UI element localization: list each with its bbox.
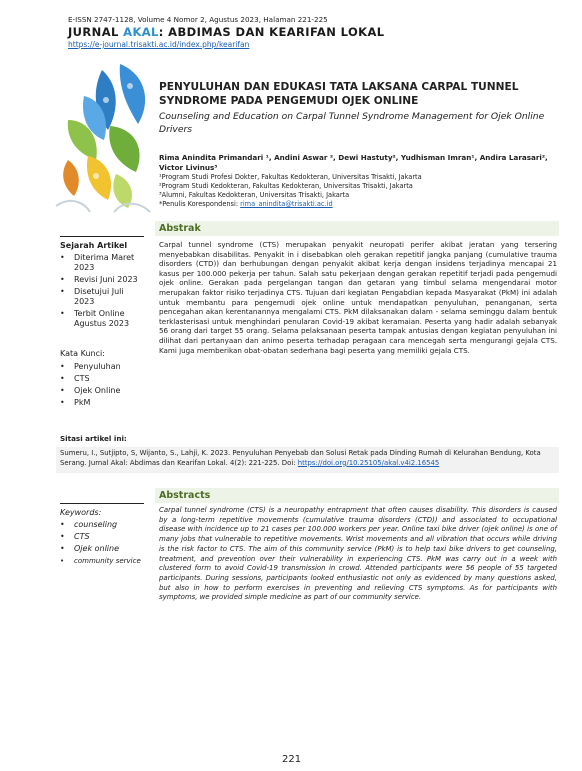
sidebar-divider bbox=[60, 236, 144, 237]
history-revised: • Revisi Juni 2023 bbox=[60, 275, 140, 285]
affiliation-2: ²Program Studi Kedokteran, Fakultas Kedokteran, Universitas Trisakti, Jakarta bbox=[159, 182, 413, 190]
citation-text: Sumeru, I., Sutjipto, S, Wijanto, S., Lahji, K. 2023. Penyuluhan Penyebab dan Solusi Retak pada Dinding Rumah di Kelurahan Bendung, Kota Serang. Jurnal Akal: Abdimas dan Kearifan Lokal. 4(2): 221-225. Doi: https://doi.org/10.25105/akal.v4i2.16545 bbox=[60, 449, 541, 467]
abstracts-text: Carpal tunnel syndrome (CTS) is a neuropathy entrapment that often causes disability. This disorders is caused by a long-term repetitive movements (cumulative trauma disorders (CTD)) and associated to occupational disease with incidence up to 21 cases per 100.000 workers per year. Online taxi bike driver (ojek online) is one of many jobs that vulnerable to repetitive movements. Wrist movements and all vibration that occurs while driving is the risk factor to CTS. The aim of this community service (PkM) is to help taxi bike drivers to get counseling, treatment, and prevention over their vulnerability in experiencing CTS. PkM was carry out in a week with clustered form to avoid Covid-19 transmission in crowd. Attended participants were 56 people of 55 targeted participants. During sessions, participants looked enthusiastic not only as evidenced by many questions asked, but also in how to perform exercises in preventing and relieving CTS symptoms. As for participants with symptoms, we provided simple medicine as part of our community service. bbox=[159, 506, 557, 602]
keyword-en-item: • community service bbox=[60, 556, 150, 566]
keyword-item: • CTS bbox=[60, 374, 140, 384]
journal-logo-icon bbox=[50, 56, 158, 216]
history-received: • Diterima Maret 2023 bbox=[60, 253, 140, 273]
history-published: • Terbit Online Agustus 2023 bbox=[60, 309, 140, 329]
journal-url-link[interactable]: https://e-journal.trisakti.ac.id/index.php/kearifan bbox=[68, 40, 250, 49]
keywords-en-heading: Keywords: bbox=[60, 508, 102, 517]
article-history bbox=[60, 241, 140, 331]
journal-title: JURNAL AKAL: ABDIMAS DAN KEARIFAN LOKAL bbox=[68, 25, 385, 39]
author-list: Rima Anindita Primandari ¹, Andini Aswar ², Dewi Hastuty², Yudhisman Imran¹, Andira Larasari², Victor Livinus³ bbox=[159, 153, 548, 172]
journal-title-accent: AKAL bbox=[123, 25, 159, 39]
keyword-en-item: • CTS bbox=[60, 532, 150, 542]
keywords-heading: Kata Kunci: bbox=[60, 349, 105, 358]
article-subtitle: Counseling and Education on Carpal Tunnel Syndrome Management for Ojek Online Drivers bbox=[159, 111, 545, 135]
keyword-item: • PkM bbox=[60, 398, 140, 408]
abstrak-text: Carpal tunnel syndrome (CTS) merupakan penyakit neuropati perifer akibat jeratan yang tersering menyebabkan disabilitas. Penyakit in i disebabkan oleh gerakan repetitif jangka panjang (cumulative trauma disorders (CTD)) dan berhubungan dengan penyakit akibat kerja dengan insidens terjadinya mencapai 21 kasus per 100.000 pekerja per tahun. Salah satu pekerjaan dengan gerakan repetitif terjadi pada pengemudi ojek online. Gerakan pada pergelangan tangan dan getaran yang timbul selama mengendarai motor merupakan faktor risiko terjadinya CTS. Tujuan dari kegiatan Pengabdian kepada Masyarakat (PkM) ini adalah untuk membantu para pengemudi ojek online untuk mendapatkan penyuluhan, penanganan, serta pencegahan akan kerentanannya mengalami CTS. PkM dilaksanakan dalam - selama seminggu dalam bentuk terklasterisasi untuk menghindari penularan Covid-19 akibat keramaian. Peserta yang hadir adalah sebanyak 56 orang dari target 55 orang. Selama pelaksanaan peserta tampak antusias dengan kegiatan penyuluhan ini dilihat dari pertanyaan dan animo peserta terhadap peragaan cara mencegah serta mengurangi gejala CTS. Kami juga memberikan obat-obatan sederhana bagi peserta yang memiliki gejala CTS. bbox=[159, 240, 557, 355]
page-number: 221 bbox=[282, 754, 302, 765]
keywords-id bbox=[60, 349, 140, 410]
corresponding-author: *Penulis Korespondensi: rima_anindita@trisakti.ac.id bbox=[159, 200, 333, 208]
abstracts-heading: Abstracts bbox=[155, 488, 559, 503]
abstrak-heading: Abstrak bbox=[155, 221, 559, 236]
history-accepted: • Disetujui Juli 2023 bbox=[60, 287, 140, 307]
keyword-item: • Ojek Online bbox=[60, 386, 140, 396]
doi-link[interactable]: https://doi.org/10.25105/akal.v4i2.16545 bbox=[297, 458, 440, 467]
keyword-item: • Penyuluhan bbox=[60, 362, 140, 372]
history-heading: Sejarah Artikel bbox=[60, 241, 128, 250]
corresponding-email-link[interactable]: rima_anindita@trisakti.ac.id bbox=[240, 200, 333, 208]
affiliation-1: ¹Program Studi Profesi Dokter, Fakultas Kedokteran, Universitas Trisakti, Jakarta bbox=[159, 173, 422, 181]
issn-line: E-ISSN 2747-1128, Volume 4 Nomor 2, Agustus 2023, Halaman 221-225 bbox=[68, 15, 328, 24]
keyword-en-item: • counseling bbox=[60, 520, 150, 530]
sidebar-divider-en bbox=[60, 503, 144, 504]
affiliations bbox=[159, 173, 559, 209]
affiliation-3: ³Alumni, Fakultas Kedokteran, Universitas Trisakti, Jakarta bbox=[159, 191, 350, 199]
citation-heading: Sitasi artikel ini: bbox=[60, 434, 127, 443]
keywords-en bbox=[60, 508, 150, 568]
article-title: PENYULUHAN DAN EDUKASI TATA LAKSANA CARPAL TUNNEL SYNDROME PADA PENGEMUDI OJEK ONLINE bbox=[159, 81, 519, 107]
keyword-en-item: • Ojek online bbox=[60, 544, 150, 554]
